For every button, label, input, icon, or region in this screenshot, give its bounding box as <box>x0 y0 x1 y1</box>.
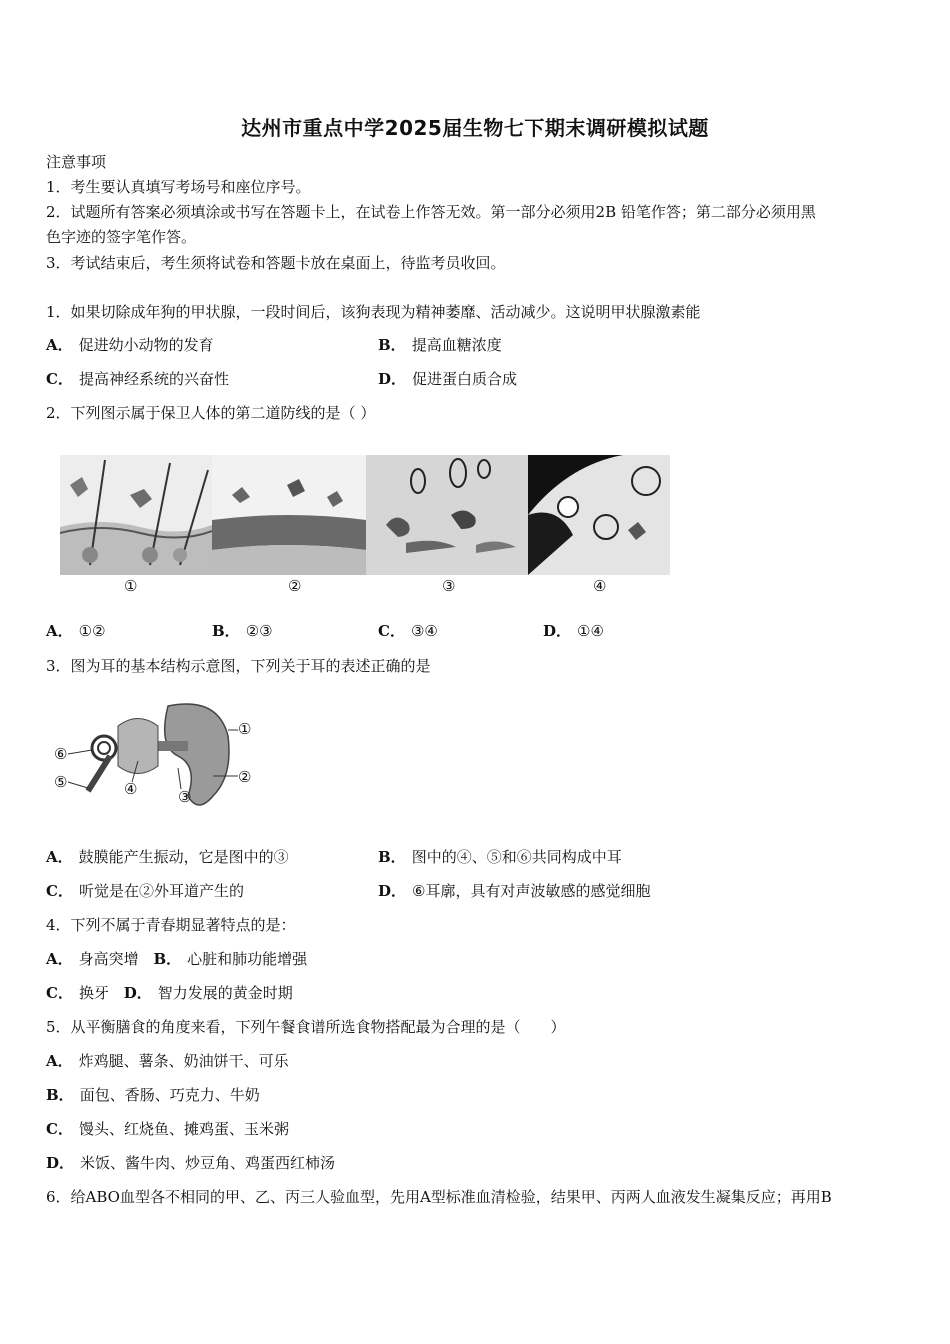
question-5-stem: 5．从平衡膳食的角度来看，下列午餐食谱所选食物搭配最为合理的是（ ） <box>46 1018 566 1036</box>
skin-illustration <box>60 455 212 575</box>
q3-option-b[interactable] <box>378 847 622 867</box>
figure-caption: ④ <box>593 577 607 595</box>
q2-option-c[interactable] <box>378 621 438 641</box>
q3-option-d[interactable] <box>378 881 650 901</box>
option-text: ②③ <box>245 622 273 640</box>
notice-heading: 注意事项 <box>46 153 107 171</box>
option-text: ①④ <box>577 622 604 640</box>
option-text: ③④ <box>410 622 438 640</box>
ear-label: ④ <box>124 780 138 798</box>
option-label: D． <box>123 984 152 1002</box>
question-1-stem: 1．如果切除成年狗的甲状腺，一段时间后，该狗表现为精神萎靡、活动减少。这说明甲状腺激素能 <box>46 303 701 321</box>
q5-option-a[interactable] <box>46 1051 289 1071</box>
phagocyte-illustration <box>366 455 528 575</box>
option-text: 智力发展的黄金时期 <box>157 984 293 1002</box>
q5-option-c[interactable] <box>46 1119 289 1139</box>
notice-item: 色字迹的签字笔作答。 <box>46 228 197 246</box>
ear-label: ③ <box>178 788 192 806</box>
q4-option-a[interactable] <box>46 950 139 968</box>
q1-option-a[interactable] <box>46 335 214 355</box>
q1-option-c[interactable] <box>46 369 229 389</box>
notice-item: 3．考试结束后，考生须将试卷和答题卡放在桌面上，待监考员收回。 <box>46 254 506 272</box>
option-text: 图中的④、⑤和⑥共同构成中耳 <box>411 848 622 866</box>
figure-panel-skin <box>60 455 212 575</box>
option-label: B． <box>46 1086 74 1104</box>
lymphocyte-illustration <box>528 455 670 575</box>
option-label: D． <box>46 1154 75 1172</box>
q4-options-row-1 <box>46 949 307 969</box>
option-text: 鼓膜能产生振动，它是图中的③ <box>78 848 289 866</box>
option-label: A． <box>46 336 73 354</box>
notice-item: 1．考生要认真填写考场号和座位序号。 <box>46 178 311 196</box>
ear-label: ① <box>238 720 252 738</box>
option-label: C． <box>46 370 73 388</box>
figure-caption: ① <box>124 577 138 595</box>
q4-options-row-2 <box>46 983 293 1003</box>
option-text: 听觉是在②外耳道产生的 <box>78 882 244 900</box>
q4-option-c[interactable] <box>46 984 109 1002</box>
option-label: A． <box>46 1052 73 1070</box>
option-label: A． <box>46 950 73 968</box>
q5-option-b[interactable] <box>46 1085 260 1105</box>
ear-label: ⑤ <box>54 773 68 791</box>
question-2-stem: 2．下列图示属于保卫人体的第二道防线的是（ ） <box>46 404 376 422</box>
option-label: B． <box>378 848 406 866</box>
question-6-stem: 6．给ABO血型各不相同的甲、乙、丙三人验血型，先用A型标准血清检验，结果甲、丙两人血液发生凝集反应；再用B <box>46 1188 832 1206</box>
ear-illustration <box>48 696 266 814</box>
q2-option-a[interactable] <box>46 621 106 641</box>
option-label: B． <box>212 622 240 640</box>
question-4-stem: 4．下列不属于青春期显著特点的是： <box>46 916 296 934</box>
option-label: B． <box>378 336 406 354</box>
figure-panel-mucosa <box>212 455 366 575</box>
defense-lines-figure <box>60 455 670 600</box>
q3-option-c[interactable] <box>46 881 244 901</box>
q4-option-b[interactable] <box>153 950 307 968</box>
option-label: C． <box>378 622 405 640</box>
option-text: 米饭、酱牛肉、炒豆角、鸡蛋西红柿汤 <box>80 1154 336 1172</box>
q2-option-d[interactable] <box>543 621 604 641</box>
option-label: B． <box>153 950 182 968</box>
notice-item: 2．试题所有答案必须填涂或书写在答题卡上，在试卷上作答无效。第一部分必须用2B 铅笔作答；第二部分必须用黑 <box>46 203 816 221</box>
option-text: 身高突增 <box>78 950 139 968</box>
mucosa-illustration <box>212 455 366 575</box>
option-label: C． <box>46 1120 73 1138</box>
option-text: 炸鸡腿、薯条、奶油饼干、可乐 <box>78 1052 289 1070</box>
q4-option-d[interactable] <box>124 984 293 1002</box>
option-label: A． <box>46 848 73 866</box>
option-text: 馒头、红烧鱼、摊鸡蛋、玉米粥 <box>78 1120 289 1138</box>
figure-panel-phagocyte <box>366 455 528 575</box>
option-label: A． <box>46 622 73 640</box>
ear-label: ⑥ <box>54 745 68 763</box>
figure-caption: ③ <box>442 577 456 595</box>
option-text: 面包、香肠、巧克力、牛奶 <box>79 1086 260 1104</box>
q1-option-d[interactable] <box>378 369 517 389</box>
option-label: C． <box>46 882 73 900</box>
ear-label: ② <box>238 768 252 786</box>
q3-option-a[interactable] <box>46 847 289 867</box>
page-title: 达州市重点中学2025届生物七下期末调研模拟试题 <box>241 116 709 140</box>
option-text: ①② <box>78 622 106 640</box>
q1-option-b[interactable] <box>378 335 502 355</box>
option-text: 心脏和肺功能增强 <box>187 950 308 968</box>
figure-panel-lymphocyte <box>528 455 670 575</box>
ear-structure-figure <box>48 696 266 814</box>
option-text: 提高血糖浓度 <box>411 336 502 354</box>
option-text: 换牙 <box>78 984 109 1002</box>
option-text: 促进幼小动物的发育 <box>78 336 214 354</box>
q2-option-b[interactable] <box>212 621 273 641</box>
option-text: 提高神经系统的兴奋性 <box>78 370 229 388</box>
question-3-stem: 3．图为耳的基本结构示意图，下列关于耳的表述正确的是 <box>46 657 431 675</box>
option-label: D． <box>378 882 407 900</box>
option-label: C． <box>46 984 73 1002</box>
q5-option-d[interactable] <box>46 1153 335 1173</box>
option-text: ⑥耳廓，具有对声波敏感的感觉细胞 <box>412 882 651 900</box>
figure-caption: ② <box>288 577 302 595</box>
option-label: D． <box>378 370 407 388</box>
option-label: D． <box>543 622 572 640</box>
option-text: 促进蛋白质合成 <box>412 370 518 388</box>
